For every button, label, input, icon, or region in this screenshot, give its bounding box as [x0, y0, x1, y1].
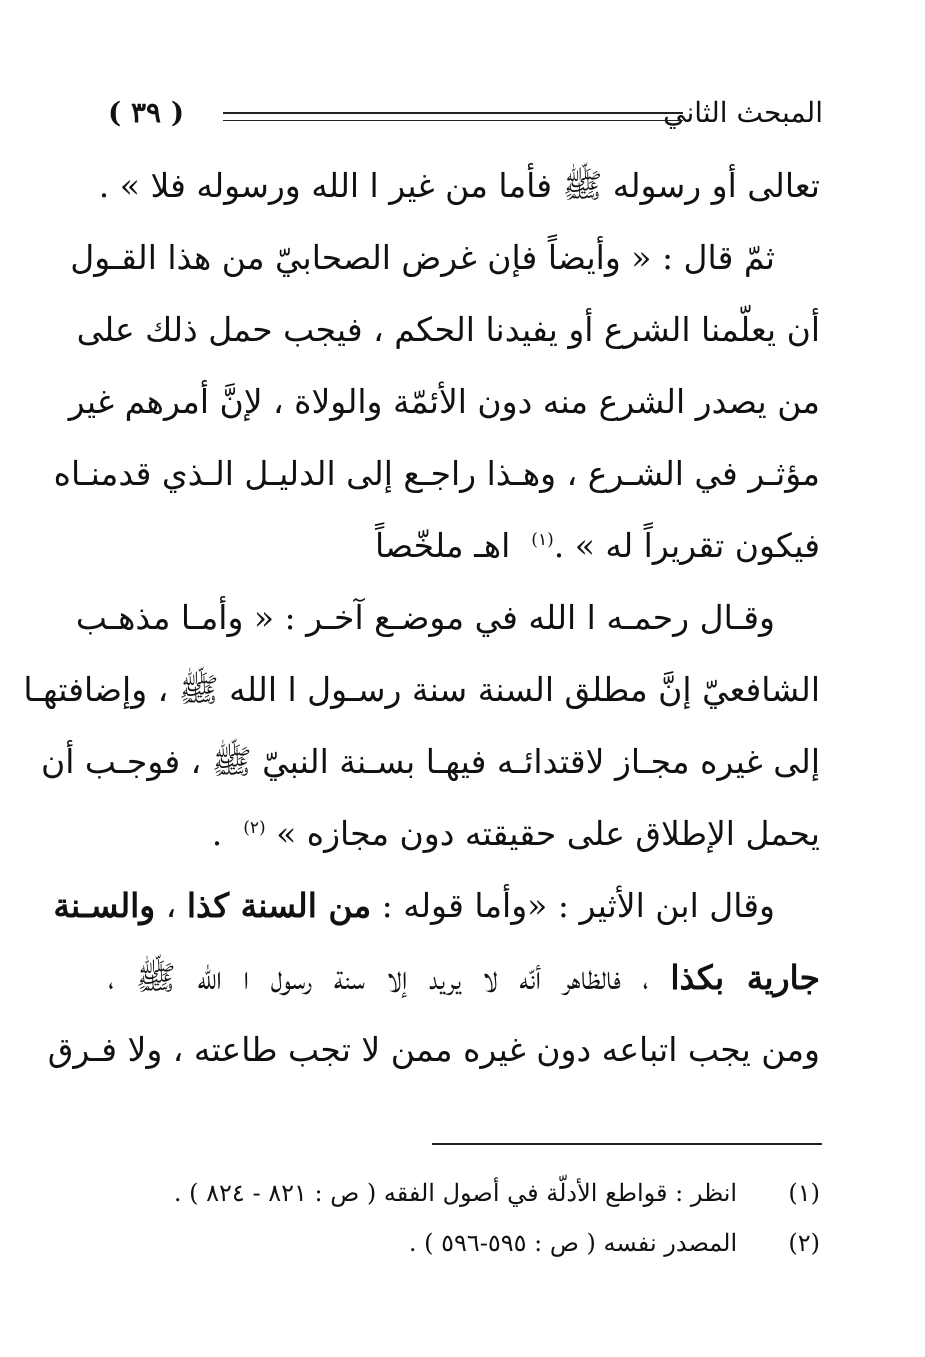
footnotes	[108, 1168, 820, 1268]
footnote-separator	[432, 1143, 822, 1145]
text-line-6-main: فيكون تقريراً له » .	[553, 526, 820, 565]
text-line-10	[108, 798, 820, 870]
quoted-phrase-3: جارية بكذا	[670, 958, 821, 997]
text-line-4: من يصدر الشرع منه دون الأئمّة والولاة ، لإنَّ أمرهم غير	[68, 382, 820, 421]
separator: ،	[155, 886, 187, 925]
text-line-7: وقـال رحمـه ا الله في موضـع آخـر : « وأمـا مذهـب	[75, 598, 775, 637]
page-header	[108, 88, 823, 138]
footnote-ref-2: (٢)	[243, 818, 266, 838]
text-line-11	[53, 870, 820, 942]
text-line-10-main: يحمل الإطلاق على حقيقته دون مجازه »	[276, 814, 820, 853]
text-line-2: ثمّ قال : « وأيضاً فإن غرض الصحابيّ من هذا القـول	[70, 238, 775, 277]
text-line-12-main: ، فالظاهر أنّه لا يريد إلا سنة رسول ا الله ﷺ ،	[108, 958, 671, 997]
footnote-text: المصدر نفسه ( ص : ٥٩٥-٥٩٦ ) .	[408, 1229, 738, 1257]
text-line-8: الشافعيّ إنَّ مطلق السنة سنة رسـول ا الله ﷺ ، وإضافتهـا	[23, 670, 820, 709]
text-line-13: ومن يجب اتباعه دون غيره ممن لا تجب طاعته ، ولا فـرق	[47, 1030, 820, 1069]
footnote-number: (٢)	[788, 1229, 820, 1257]
text-line-3: أن يعلّمنا الشرع أو يفيدنا الحكم ، فيجب حمل ذلك على	[76, 310, 820, 349]
quoted-phrase-1: من السنة كذا	[186, 886, 372, 925]
page-number: ( ٣٩ )	[108, 96, 185, 129]
footnote-1	[108, 1168, 820, 1218]
text-line-1: تعالى أو رسوله ﷺ فأما من غير ا الله ورسوله فلا » .	[98, 166, 820, 205]
body-text	[23, 150, 821, 1086]
text-line-9: إلى غيره مجـاز لاقتدائـه فيهـا بسـنة النبيّ ﷺ ، فوجـب أن	[40, 742, 820, 781]
footnote-2	[108, 1218, 820, 1268]
text-line-11-main: وقال ابن الأثير : «وأما قوله :	[371, 886, 775, 925]
abbreviation-note: اهـ ملخّصاً	[375, 526, 511, 565]
text-line-6	[108, 510, 820, 582]
text-line-10-period: .	[211, 814, 223, 853]
footnote-number: (١)	[788, 1179, 820, 1207]
header-rule	[223, 112, 683, 121]
footnote-text: انظر : قواطع الأدلّة في أصول الفقه ( ص : ٨٢١ - ٨٢٤ ) .	[173, 1179, 738, 1207]
text-line-5: مؤثـر في الشـرع ، وهـذا راجـع إلى الدليـل الـذي قدمنـاه	[53, 454, 820, 493]
text-line-12	[108, 942, 820, 1014]
footnote-ref-1: (١)	[531, 530, 554, 550]
quoted-phrase-2: والسـنة	[53, 886, 156, 925]
chapter-title: المبحث الثاني	[663, 96, 823, 129]
